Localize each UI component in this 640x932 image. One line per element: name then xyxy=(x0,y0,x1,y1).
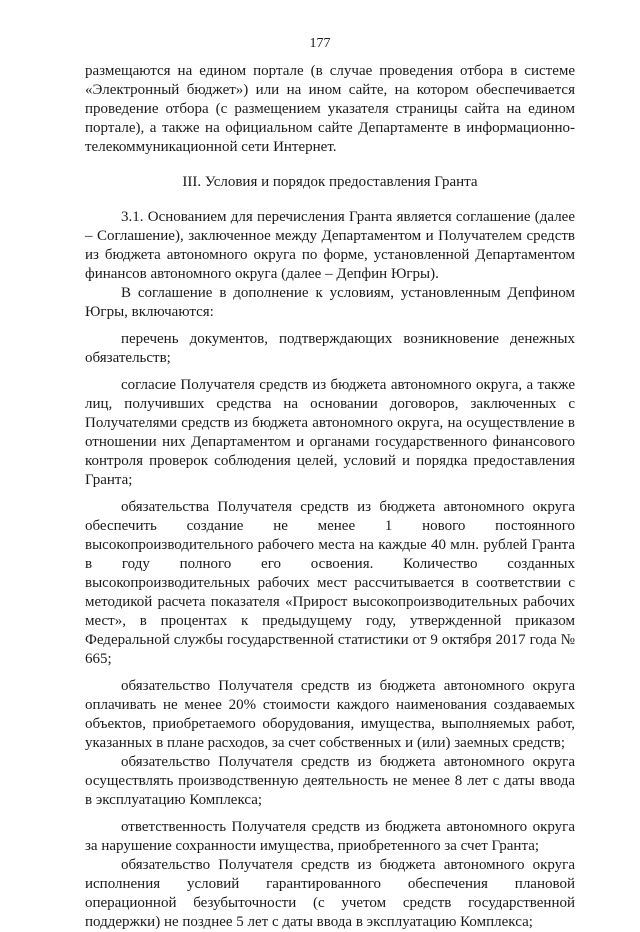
list-item-jobs-obligation: обязательства Получателя средств из бюджета автономного округа обеспечить создание не менее 1 нового постоянного высокопроизводительного рабочего места на каждые 40 млн. рублей Гранта в году полного его освоения. Количество созданных высокопроизводительных рабочих мест рассчитывается в соответствии с методикой расчета показателя «Прирост высокопроизводительных рабочих мест», в процентах к предыдущему году, утвержденной приказом Федеральной службы государственной статистики от 9 октября 2017 года № 665; xyxy=(85,499,575,667)
paragraph-3-1: 3.1. Основанием для перечисления Гранта является соглашение (далее – Соглашение), заключенное между Департаментом и Получателем средств из бюджета автономного округа по форме, установленной Департаментом финансов автономного округа (далее – Депфин Югры). xyxy=(85,209,575,282)
list-item-cofinancing: обязательство Получателя средств из бюджета автономного округа оплачивать не менее 20% стоимости каждого наименования создаваемых объектов, приобретаемого оборудования, имущества, выполняемых работ, указанных в плане расходов, за счет собственных и (или) заемных средств; xyxy=(85,678,575,751)
list-item-documents: перечень документов, подтверждающих возникновение денежных обязательств; xyxy=(85,331,575,366)
document-body xyxy=(85,62,575,932)
list-item-consent: согласие Получателя средств из бюджета автономного округа, а также лиц, получивших средства на основании договоров, заключенных с Получателями средств из бюджета автономного округа, на осуществление в отношении них Департаментом и органами государственного финансового контроля проверок соблюдения целей, условий и порядка предоставления Гранта; xyxy=(85,377,575,488)
list-item-property-liability: ответственность Получателя средств из бюджета автономного округа за нарушение сохранности имущества, приобретенного за счет Гранта; xyxy=(85,819,575,854)
paragraph-continuation: размещаются на едином портале (в случае проведения отбора в системе «Электронный бюджет») или на ином сайте, на котором обеспечивается проведение отбора (с размещением указателя страницы сайта на едином портале), а также на официальном сайте Департаменте в информационно-телекоммуникационной сети Интернет. xyxy=(85,63,575,155)
section-heading: III. Условия и порядок предоставления Гранта xyxy=(182,174,478,190)
list-item-breakeven: обязательство Получателя средств из бюджета автономного округа исполнения условий гарантированного обеспечения плановой операционной безубыточности (с учетом средств государственной поддержки) не позднее 5 лет с даты ввода в эксплуатацию Комплекса; xyxy=(85,857,575,930)
page-number: 177 xyxy=(309,36,331,51)
paragraph-agreement-includes: В соглашение в дополнение к условиям, установленным Депфином Югры, включаются: xyxy=(85,285,575,320)
list-item-production-activity: обязательство Получателя средств из бюджета автономного округа осуществлять производственную деятельность не менее 8 лет с даты ввода в эксплуатацию Комплекса; xyxy=(85,754,575,808)
